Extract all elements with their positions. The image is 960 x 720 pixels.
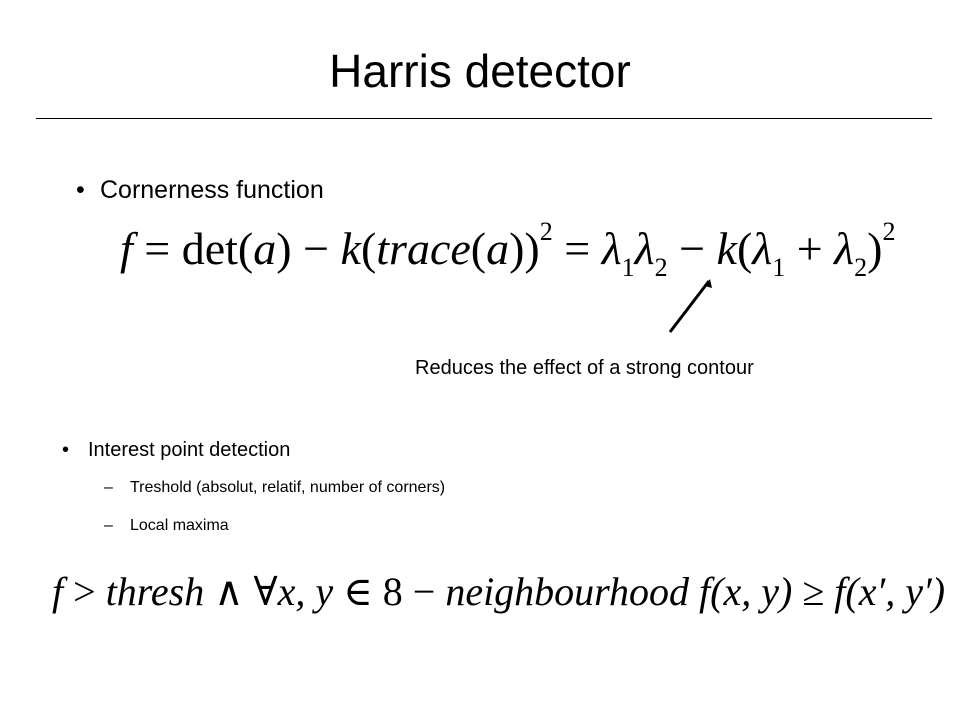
annotation-note: Reduces the effect of a strong contour [415,357,754,379]
formula-k: k [340,223,361,274]
sub-item-dash: – [104,517,113,534]
sub-item-dash: – [104,479,113,496]
formula-lambda: λ [634,223,655,274]
sub-item-text: Local maxima [130,517,229,534]
formula-and: ∧ [204,569,254,614]
arrow-icon [660,276,720,336]
formula-f: f [699,569,711,614]
formula-a: a [253,223,277,274]
slide-title: Harris detector [329,45,631,97]
formula-forall: ∀ [253,569,278,614]
formula-minus: − [667,223,717,274]
formula-equals: = [552,223,602,274]
formula-exponent: 2 [882,217,896,246]
formula-close: )) [509,223,540,274]
formula-trace: trace [376,223,471,274]
formula-args: (x′, y′) [845,569,946,614]
bullet-marker: • [62,439,70,461]
formula-f: f [834,569,846,614]
formula-gap [689,569,699,614]
bullet-text: Cornerness function [100,176,324,204]
formula-close: ) [867,223,883,274]
formula-subscript: 1 [772,253,786,282]
formula-close: ) − [276,223,341,274]
formula-k: k [716,223,737,274]
formula-subscript: 2 [854,253,868,282]
formula-a: a [486,223,510,274]
formula-paren: ( [470,223,487,274]
formula-lambda: λ [834,223,855,274]
formula-gt: > [63,569,106,614]
formula-plus: + [785,223,835,274]
title-divider [36,118,932,119]
formula-lambda: λ [601,223,622,274]
formula-exponent: 2 [539,217,553,246]
formula-subscript: 1 [621,253,635,282]
formula-thresh: thresh [105,569,205,614]
formula-paren: ( [736,223,753,274]
cornerness-formula [120,217,920,292]
formula-in: ∈ 8 − [333,569,446,614]
formula-xy: x, y [277,569,334,614]
detection-formula [52,568,946,628]
formula-paren: ( [360,223,377,274]
formula-f: f [52,569,64,614]
formula-det: = det( [132,223,254,274]
formula-subscript: 2 [654,253,668,282]
formula-neighbourhood: neighbourhood [445,569,690,614]
formula-f: f [120,223,133,274]
sub-item-threshold [104,480,445,496]
bullet-marker: • [76,176,85,204]
bullet-text: Interest point detection [88,439,291,461]
formula-args: (x, y) ≥ [710,569,835,614]
sub-item-text: Treshold (absolut, relatif, number of corners) [130,479,446,496]
sub-item-local-maxima [104,518,229,534]
formula-lambda: λ [752,223,773,274]
